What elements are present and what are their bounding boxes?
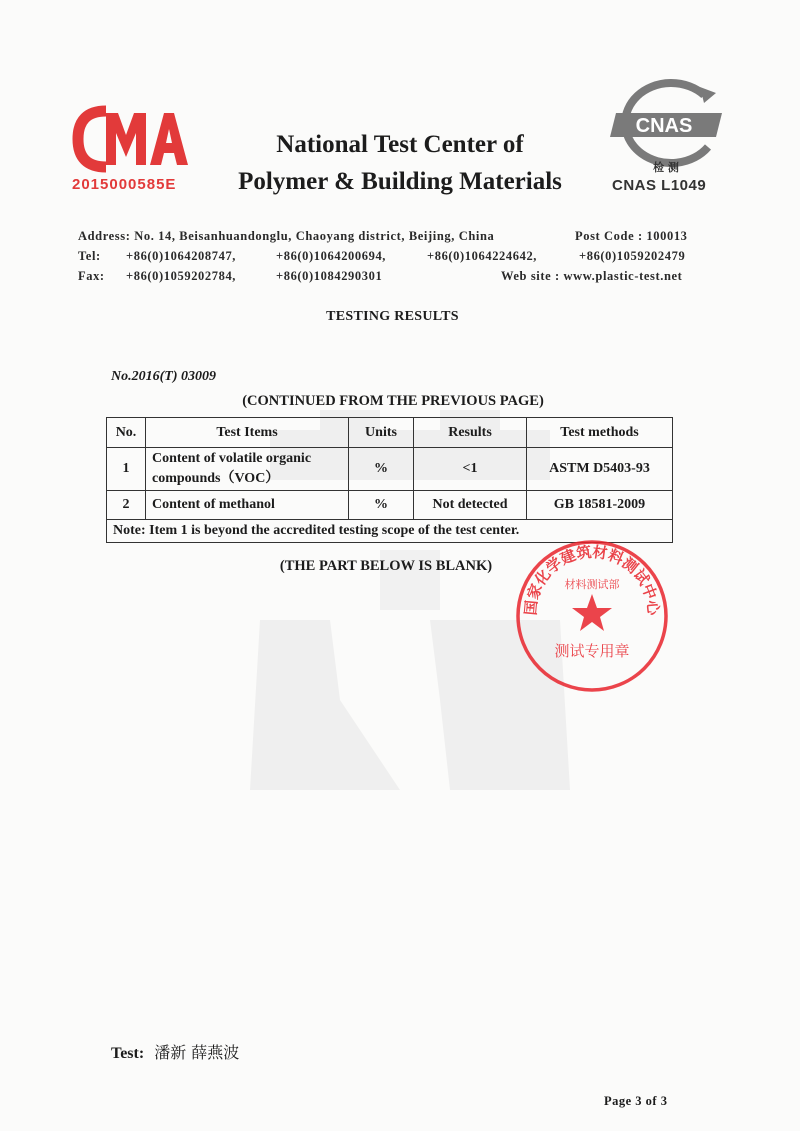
page-number: Page 3 of 3 [604,1094,668,1108]
tester-names: 潘新 薛燕波 [154,1043,240,1062]
official-red-stamp [512,536,672,696]
col-header-units: Units [349,418,414,448]
cell-no: 1 [107,448,146,491]
col-header-no: No. [107,418,146,448]
cell-test-item: Content of methanol [146,491,349,520]
continued-note: (CONTINUED FROM THE PREVIOUS PAGE) [242,393,544,409]
col-header-test-items: Test Items [146,418,349,448]
cnas-accreditation-number: CNAS L1049 [612,177,707,194]
tel-number: +86(0)1059202479 [579,249,686,263]
cell-method: ASTM D5403-93 [527,448,673,491]
testing-results-heading: TESTING RESULTS [326,309,459,324]
tel-number: +86(0)1064224642, [427,249,538,263]
tel-number: +86(0)1064208747, [126,249,237,263]
tel-label: Tel: [78,249,101,263]
col-header-results: Results [414,418,527,448]
cell-result: <1 [414,448,527,491]
cnas-logo [604,75,726,175]
website: Web site : www.plastic-test.net [501,269,683,283]
stamp-inner-text: 材料测试部 [564,578,620,591]
stamp-bottom-text: 测试专用章 [554,642,630,660]
center-title-line2: Polymer & Building Materials [238,168,562,195]
fax-number: +86(0)1084290301 [276,269,383,283]
test-label: Test: [111,1045,145,1062]
table-note: Note: Item 1 is beyond the accredited testing scope of the test center. [107,520,673,543]
center-title-line1: National Test Center of [276,131,524,158]
fax-number: +86(0)1059202784, [126,269,237,283]
stamp-outer-text: 国家化学建筑材料测试中心 [521,542,663,616]
cell-method: GB 18581-2009 [527,491,673,520]
cnas-logo-chinese: 检 测 [653,161,679,174]
fax-label: Fax: [78,269,105,283]
cell-test-item: Content of volatile organic compounds（VOC） [146,448,349,491]
blank-below-note: (THE PART BELOW IS BLANK) [279,558,493,574]
results-table [106,417,673,543]
tester-line [111,1040,239,1063]
report-number: No.2016(T) 03009 [111,369,216,384]
star-icon [572,594,612,631]
cell-no: 2 [107,491,146,520]
cell-unit: % [349,448,414,491]
cma-certificate-number: 2015000585E [72,176,177,193]
table-header-row [107,418,673,448]
cnas-logo-text: CNAS [635,115,693,137]
table-row [107,448,673,491]
tel-number: +86(0)1064200694, [276,249,387,263]
table-row [107,491,673,520]
post-code: Post Code : 100013 [575,229,688,243]
cell-result: Not detected [414,491,527,520]
address-line: Address: No. 14, Beisanhuandonglu, Chaoyang district, Beijing, China [78,229,495,243]
cell-unit: % [349,491,414,520]
col-header-test-methods: Test methods [527,418,673,448]
